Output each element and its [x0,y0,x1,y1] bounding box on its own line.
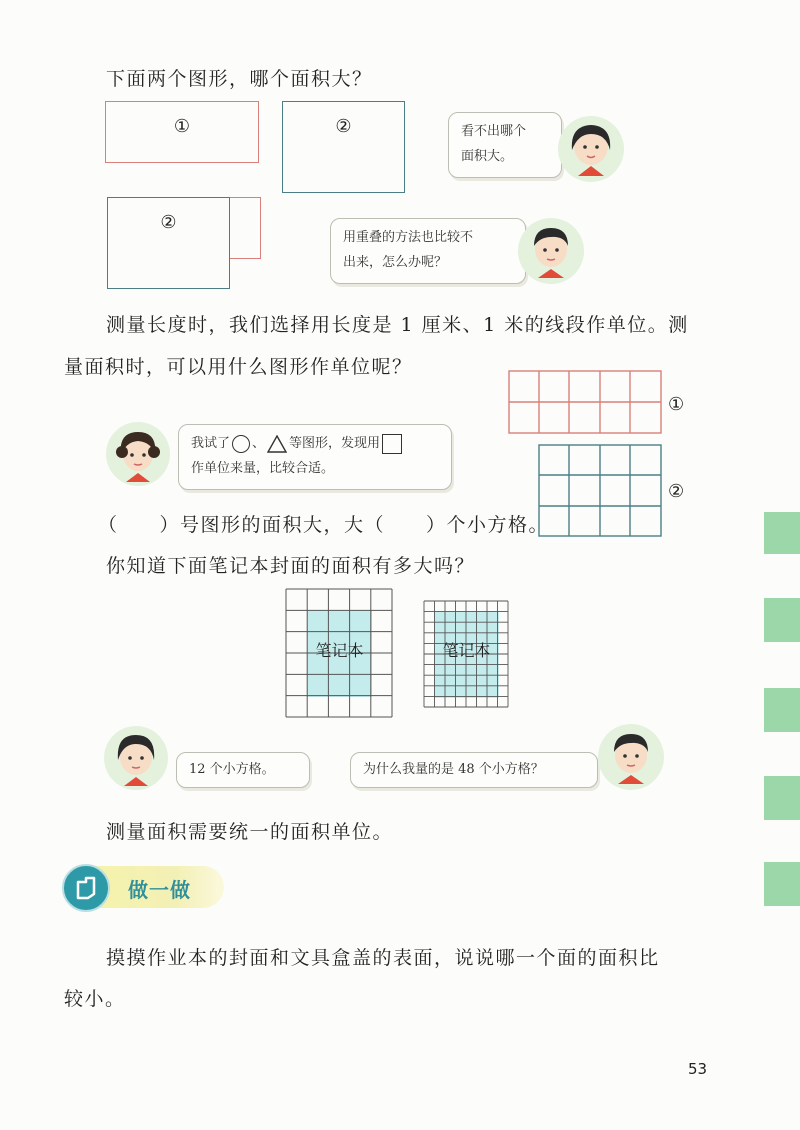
exercise-line1: 摸摸作业本的封面和文具盒盖的表面，说说哪一个面的面积比 [106,947,660,969]
grid-1 [508,370,662,434]
notebook-left-label: 笔记本 [315,641,364,660]
bubble-girl-3-text: 12 个小方格。 [189,762,275,777]
speech-bubble-girl-1 [448,112,562,178]
speech-bubble-girl-3 [176,752,310,788]
rectangle-1-label: ① [173,116,191,137]
exercise-line2: 较小。 [64,988,126,1010]
bubble-girl-2-sep: 、 [252,436,266,451]
triangle-shape-icon [267,435,287,453]
side-tab-1 [764,512,800,554]
speech-bubble-boy-3 [350,752,598,788]
grid-1-label: ① [668,394,685,415]
bubble-boy-3-text: 为什么我量的是 48 个小方格？ [363,762,544,777]
bubble-girl-1-line2: 面积大。 [461,149,514,164]
side-tab-5 [764,862,800,906]
side-tab-3 [764,688,800,732]
bubble-boy-1-line2: 出来，怎么办呢？ [343,255,448,270]
grid-2-label: ② [668,481,685,502]
square-shape-icon [382,434,402,454]
bubble-girl-2-text-b: 等图形，发现用 [289,436,381,451]
girl-avatar-icon [558,116,624,182]
speech-bubble-girl-2 [178,424,452,490]
rectangle-1 [105,101,259,163]
section-title: 做一做 [128,878,191,902]
question-1: 下面两个图形，哪个面积大？ [106,68,373,90]
section-icon [62,864,110,912]
boy-avatar-3-icon [598,724,664,790]
overlap-teal-rectangle [107,197,230,289]
paragraph-1-line2: 量面积时，可以用什么图形作单位呢？ [64,356,413,378]
side-tab-2 [764,598,800,642]
rectangle-2-label: ② [335,116,352,137]
bubble-girl-1-line1: 看不出哪个 [461,124,527,139]
girl-avatar-3-icon [104,726,168,790]
bubble-girl-2-line2: 作单位来量，比较合适。 [191,461,335,476]
page-number: 53 [688,1060,708,1078]
notebook-right-label: 笔记本 [442,641,491,660]
boy-avatar-icon [518,218,584,284]
side-tab-4 [764,776,800,820]
bubble-girl-2-text-a: 我试了 [191,436,231,451]
paragraph-1-line1: 测量长度时，我们选择用长度是 1 厘米、1 米的线段作单位。测 [106,314,689,336]
speech-bubble-boy-1 [330,218,526,284]
rectangle-2 [282,101,405,193]
bubble-boy-1-line1: 用重叠的方法也比较不 [343,230,474,245]
grid-2 [538,444,662,537]
circle-shape-icon [232,435,250,453]
fill-in-blank: （ ）号图形的面积大，大（ ）个小方格。 [98,514,550,536]
overlap-label: ② [160,212,177,233]
conclusion: 测量面积需要统一的面积单位。 [106,821,394,843]
girl-avatar-2-icon [106,422,170,486]
question-2: 你知道下面笔记本封面的面积有多大吗？ [106,555,476,577]
